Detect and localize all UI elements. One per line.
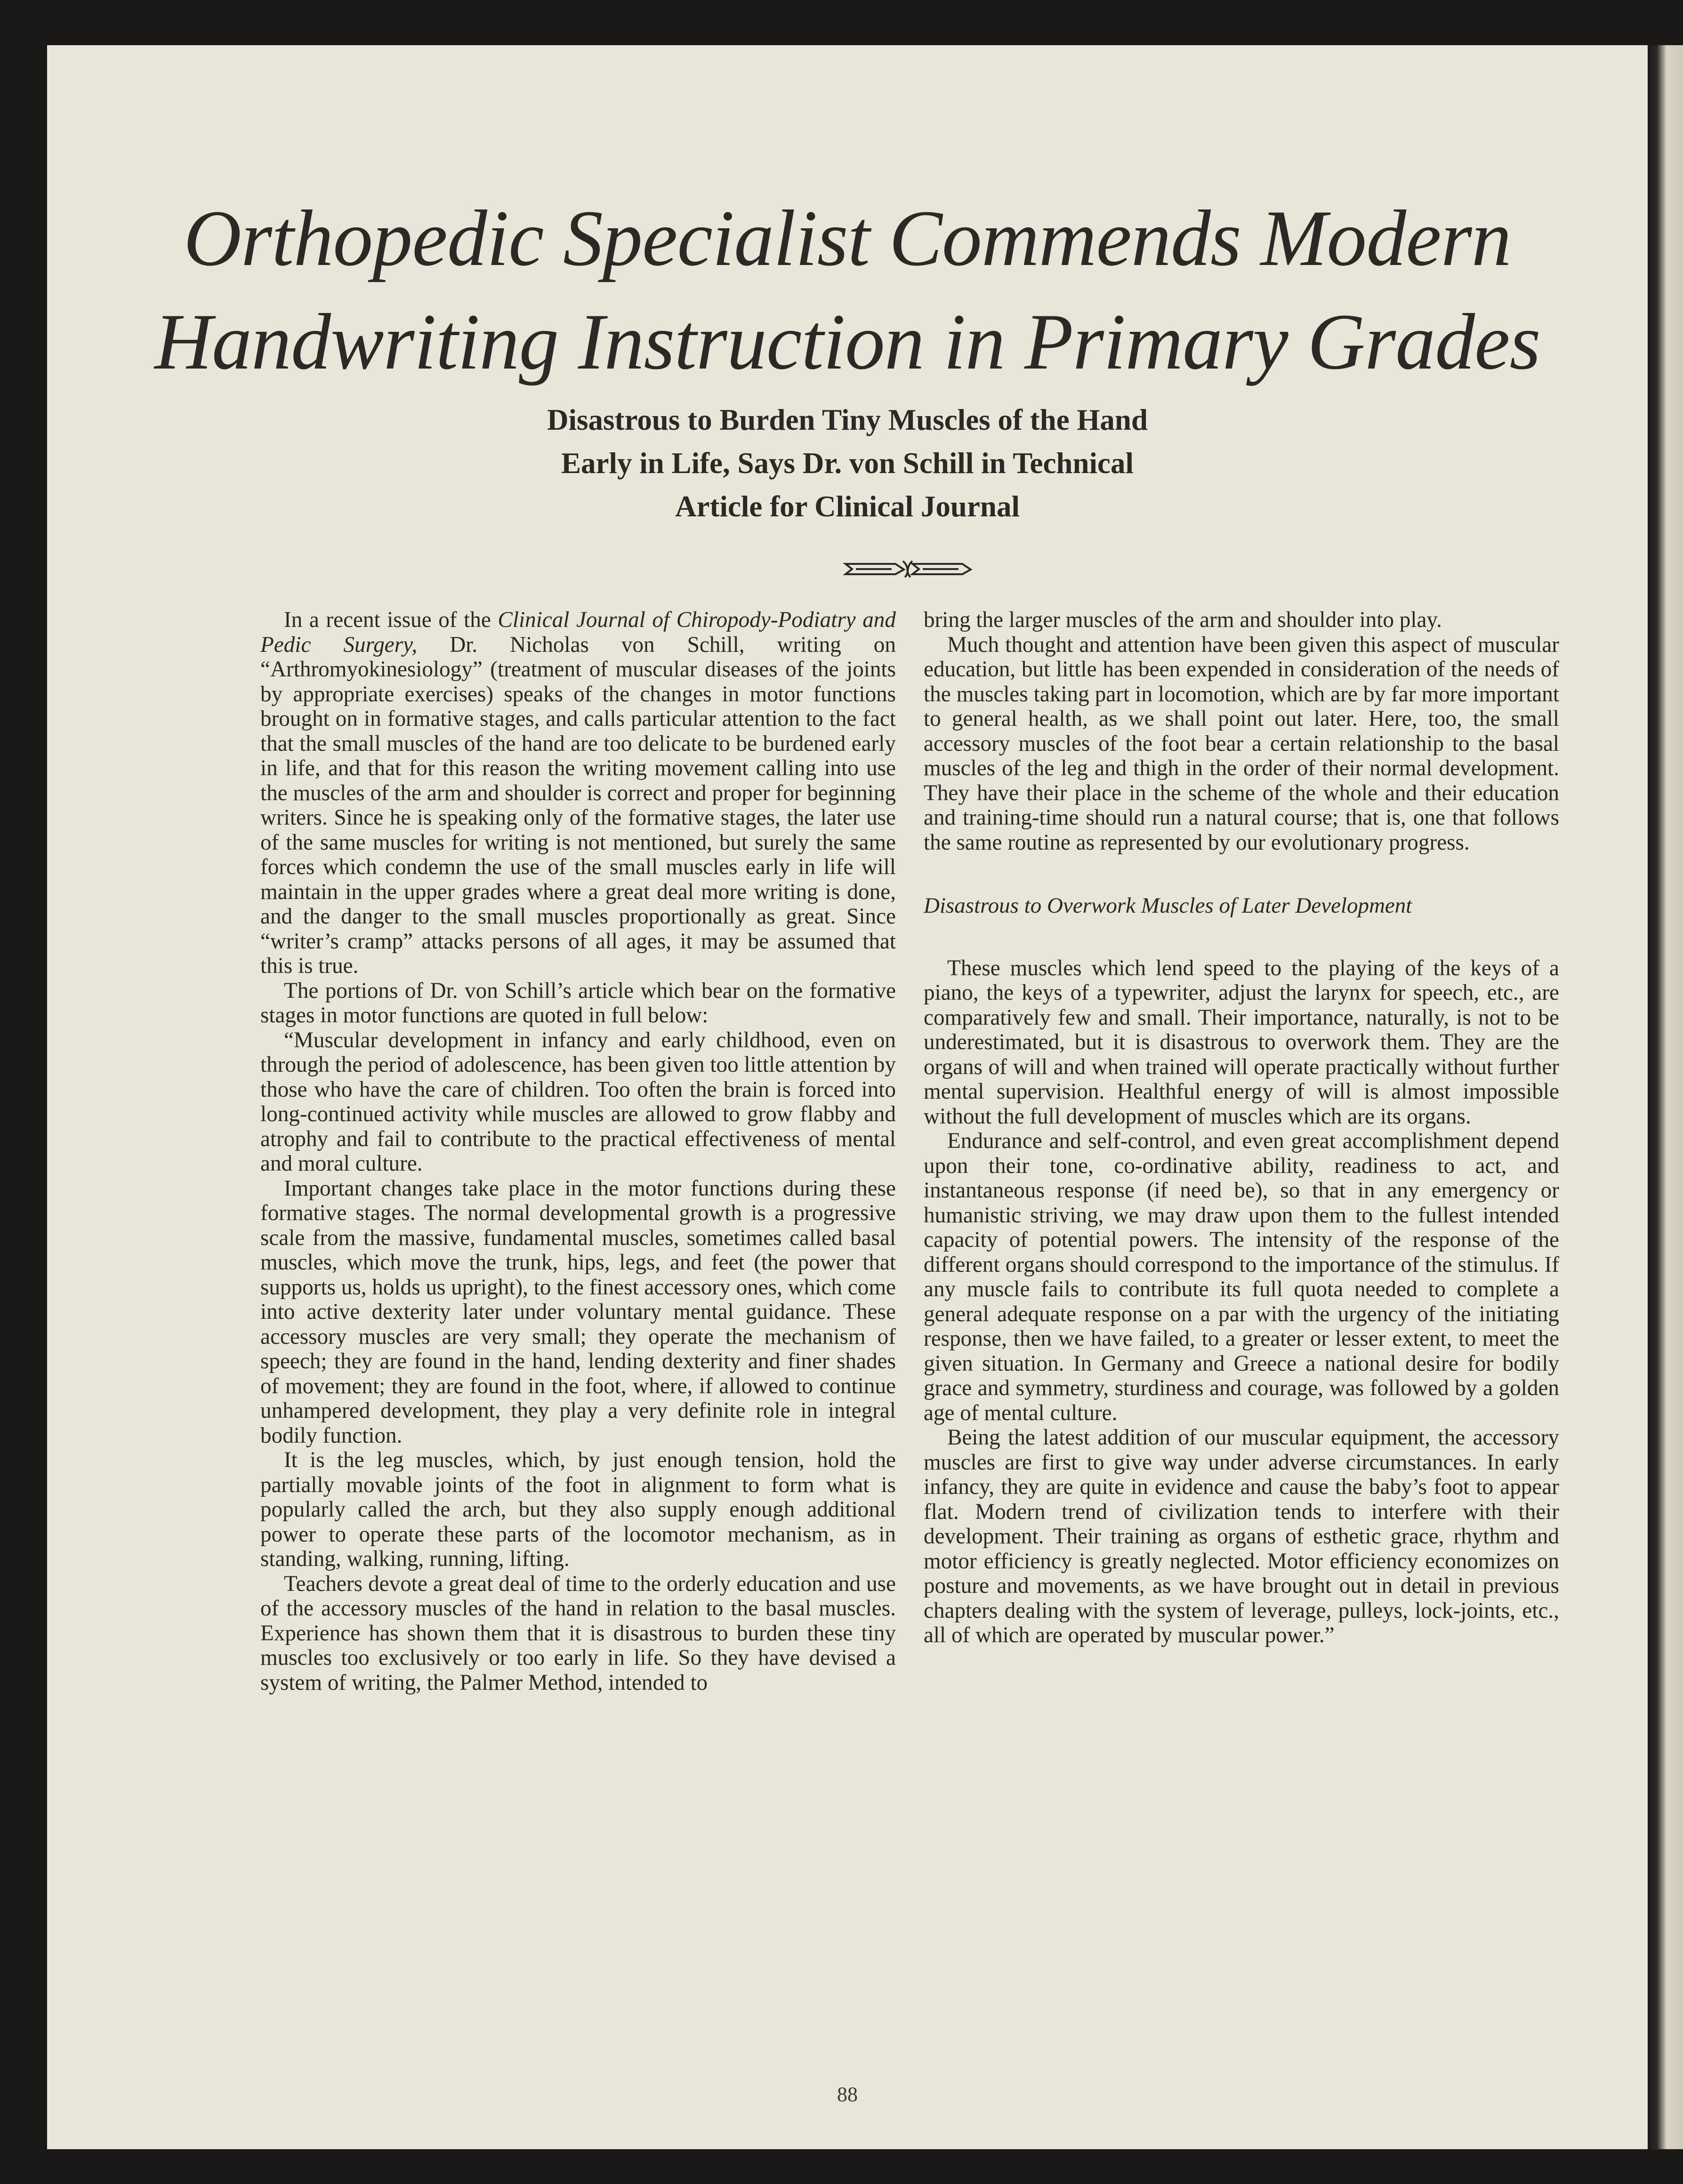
paragraph: Being the latest addition of our muscular equipment, the accessory muscles are first to give way under adverse circumstances. In early infancy, they are quite in evidence and cause the baby’s foot to appear flat. Modern trend of civilization tends to interfere with their development. Their training as organs of esthetic grace, rhythm and motor efficiency is greatly neglected. Motor efficiency economizes on posture and movements, as we have brought out in detail in previous chapters dealing with the system of leverage, pulleys, lock-joints, etc., all of which are operated by muscular power.” xyxy=(924,1425,1559,1647)
journal-title: Clinical Journal of Chiropody-Podiatry and Pedic Surgery, xyxy=(260,608,896,657)
title-line-2: Handwriting Instruction in Primary Grades xyxy=(154,297,1540,386)
paragraph: Endurance and self-control, and even great accomplishment depend upon their tone, co-ordinative ability, readiness to act, and instantaneous response (if need be), so that in any emergency or humanistic striving, we may draw upon them to the fullest intended capacity of potential powers. The intensity of the response of the different organs should correspond to the importance of the stimulus. If any muscle fails to contribute its full quota needed to complete a general adequate response on a par with the urgency of the initiating response, then we have failed, to a greater or lesser extent, to meet the given situation. In Germany and Greece a national desire for bodily grace and symmetry, sturdiness and courage, was followed by a golden age of mental culture. xyxy=(924,1129,1559,1425)
paragraph: Much thought and attention have been given this aspect of muscular education, but little has been expended in consideration of the needs of the muscles taking part in locomotion, which are by far more important to general health, as we shall point out later. Here, too, the small accessory muscles of the foot bear a certain relationship to the basal muscles of the leg and thigh in the order of their normal development. They have their place in the scheme of the whole and their education and training-time should run a natural course; that is, one that follows the same routine as represented by our evolutionary progress. xyxy=(924,632,1559,855)
paragraph: It is the leg muscles, which, by just enough tension, hold the partially movable joints of the foot in alignment to form what is popularly called the arch, but they also supply enough additional power to operate these parts of the locomotor mechanism, as in standing, walking, running, lifting. xyxy=(260,1448,896,1571)
paragraph: Important changes take place in the motor functions during these formative stages. The normal developmental growth is a progressive scale from the massive, fundamental muscles, sometimes called basal muscles, which move the trunk, hips, legs, and feet (the power that supports us, holds us upright), to the finest accessory ones, which come into active dexterity later under voluntary mental guidance. These accessory muscles are very small; they operate the mechanism of speech; they are found in the hand, lending dexterity and finer shades of movement; they are found in the foot, where, if allowed to continue unhampered development, they play a very definite role in integral bodily function. xyxy=(260,1176,896,1448)
paragraph: These muscles which lend speed to the playing of the keys of a piano, the keys of a typewriter, adjust the larynx for speech, etc., are comparatively few and small. Their importance, naturally, is not to be underestimated, but it is disastrous to overwork them. They are the organs of will and when trained will operate practically without further mental supervision. Healthful energy of will is almost impossible without the full development of muscles which are its organs. xyxy=(924,956,1559,1129)
paragraph-text: Dr. Nicholas von Schill, writing on “Arthromyokinesiology” (treatment of muscular diseases of the joints by appropriate exercises) speaks of the changes in motor functions brought on in formative stages, and calls particular attention to the fact that the small muscles of the hand are too delicate to be burdened early in life, and that for this reason the writing movement calling into use the muscles of the arm and shoulder is correct and proper for beginning writers. Since he is speaking only of the formative stages, the later use of the same muscles for writing is not mentioned, but surely the same forces which condemn the use of the small muscles early in life will maintain in the upper grades where a great deal more writing is done, and the danger to the small muscles proportionally as great. Since “writer’s cramp” attacks persons of all ages, it may be assumed that this is true. xyxy=(260,632,896,978)
decorative-rule-ornament-icon xyxy=(843,558,974,580)
magazine-page xyxy=(47,45,1648,2149)
right-column xyxy=(924,608,1559,1648)
section-heading: Disastrous to Overwork Muscles of Later Development xyxy=(924,893,1412,918)
article-subtitle xyxy=(47,398,1648,528)
paragraph: The portions of Dr. von Schill’s article which bear on the formative stages in motor functions are quoted in full below: xyxy=(260,978,896,1028)
subtitle-line-1: Disastrous to Burden Tiny Muscles of the Hand xyxy=(547,403,1148,436)
paragraph: “Muscular development in infancy and early childhood, even on through the period of adolescence, has been given too little attention by those who have the care of children. Too often the brain is forced into long-continued activity while muscles are allowed to grow flabby and atrophy and fail to contribute to the practical effectiveness of mental and moral culture. xyxy=(260,1028,896,1176)
paragraph: bring the larger muscles of the arm and shoulder into play. xyxy=(924,608,1442,632)
paragraph: Teachers devote a great deal of time to the orderly education and use of the accessory muscles of the hand in relation to the basal muscles. Experience has shown them that it is disastrous to burden these tiny muscles too exclusively or too early in life. So they have devised a system of writing, the Palmer Method, intended to xyxy=(260,1571,896,1695)
title-line-1: Orthopedic Specialist Commends Modern xyxy=(184,194,1511,282)
paragraph xyxy=(260,608,896,979)
article-title xyxy=(47,186,1648,393)
paragraph-text: In a recent issue of the xyxy=(284,608,498,632)
subtitle-line-3: Article for Clinical Journal xyxy=(675,490,1020,523)
left-column xyxy=(260,608,896,1695)
next-page-edge xyxy=(1648,45,1683,2149)
page-number: 88 xyxy=(837,2083,858,2106)
subtitle-line-2: Early in Life, Says Dr. von Schill in Technical xyxy=(561,447,1134,480)
